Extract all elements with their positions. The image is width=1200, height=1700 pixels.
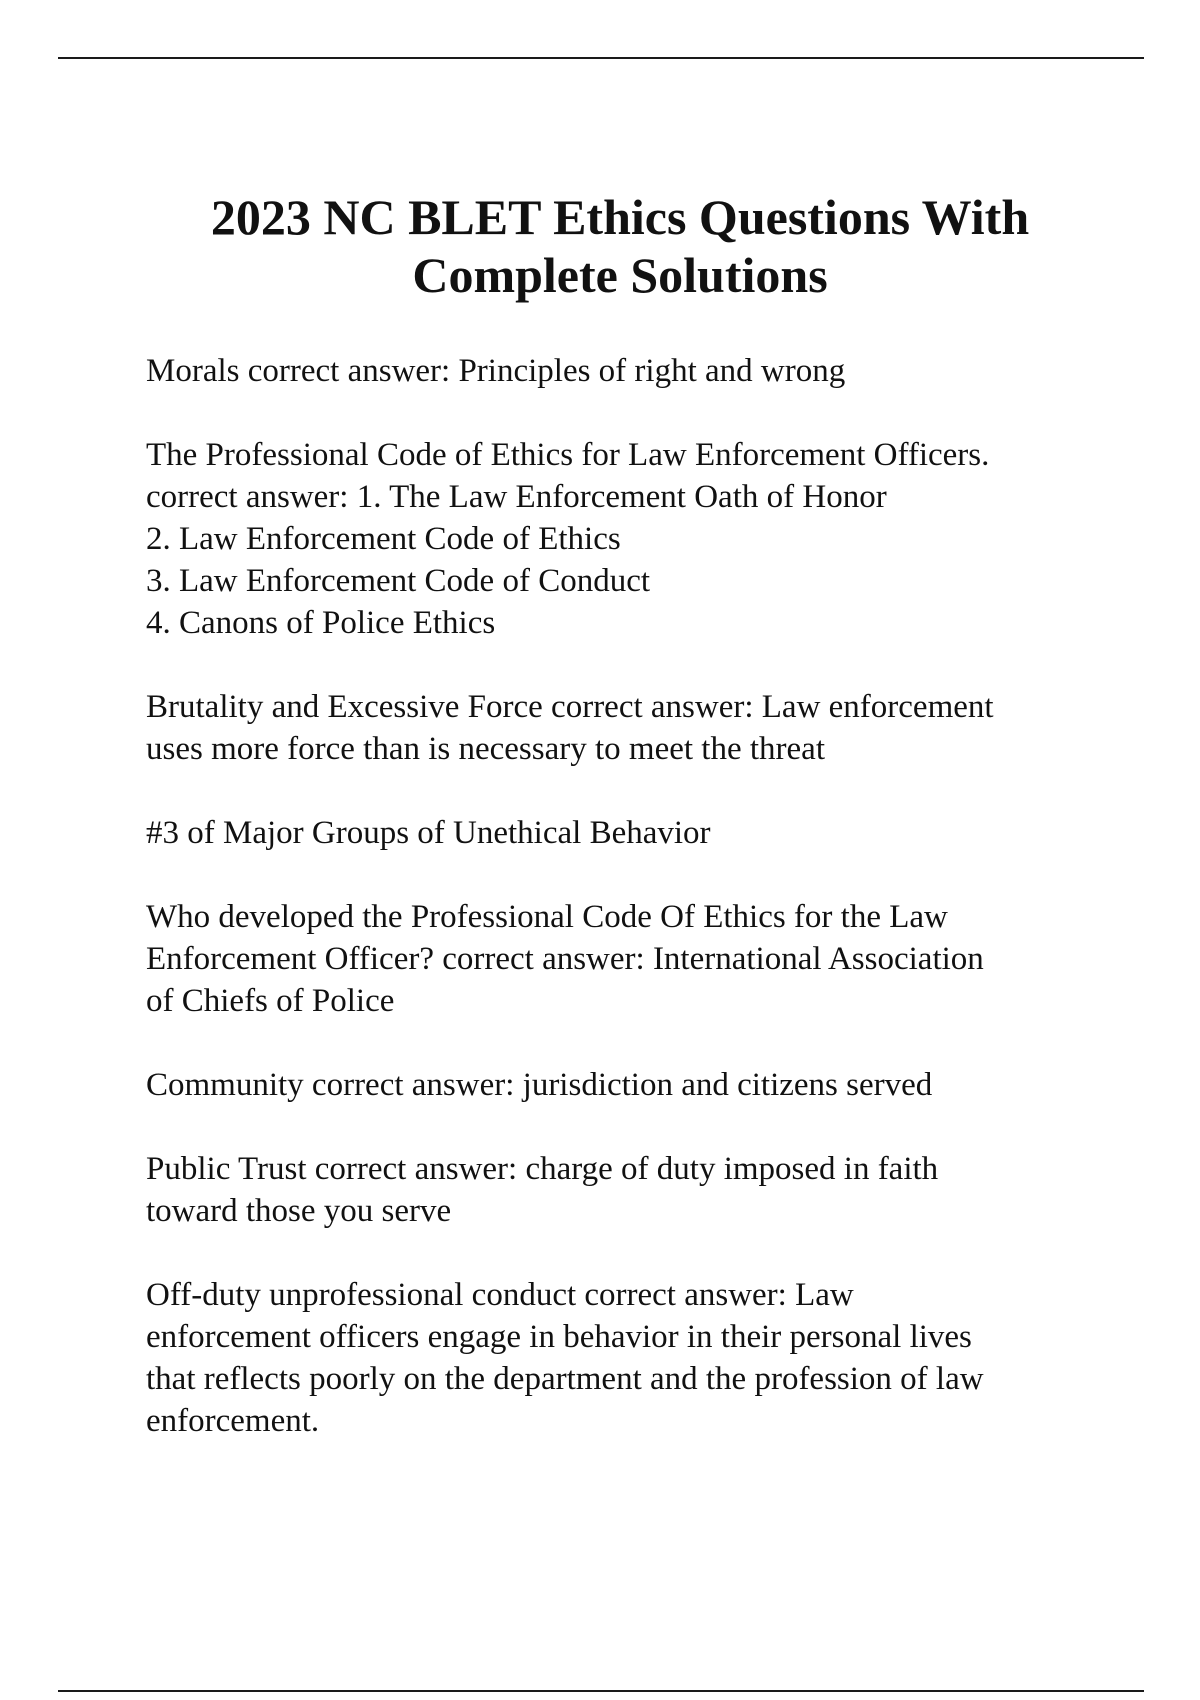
qa-line: enforcement. [146, 1403, 320, 1439]
qa-line: 3. Law Enforcement Code of Conduct [146, 563, 651, 599]
qa-entry-major-groups [146, 812, 1146, 854]
qa-line: uses more force than is necessary to meet the threat [146, 731, 825, 767]
title-line-2: Complete Solutions [412, 247, 828, 303]
qa-line: enforcement officers engage in behavior in their personal lives [146, 1319, 972, 1355]
qa-line: Community correct answer: jurisdiction and citizens served [146, 1067, 933, 1103]
qa-line: Morals correct answer: Principles of right and wrong [146, 353, 846, 389]
qa-line: #3 of Major Groups of Unethical Behavior [146, 815, 711, 851]
qa-entry-community [146, 1064, 1146, 1106]
qa-list [146, 350, 1146, 1484]
qa-line: Who developed the Professional Code Of Ethics for the Law [146, 899, 948, 935]
qa-line: 2. Law Enforcement Code of Ethics [146, 521, 621, 557]
qa-line: The Professional Code of Ethics for Law Enforcement Officers. [146, 437, 990, 473]
qa-line: Enforcement Officer? correct answer: International Association [146, 941, 984, 977]
qa-line: correct answer: 1. The Law Enforcement Oath of Honor [146, 479, 887, 515]
qa-entry-brutality [146, 686, 1146, 770]
qa-line: that reflects poorly on the department and the profession of law [146, 1361, 984, 1397]
qa-line: 4. Canons of Police Ethics [146, 605, 496, 641]
top-divider [58, 57, 1144, 59]
document-title [100, 188, 1140, 304]
title-line-1: 2023 NC BLET Ethics Questions With [210, 189, 1030, 245]
qa-line: Brutality and Excessive Force correct answer: Law enforcement [146, 689, 994, 725]
qa-entry-morals [146, 350, 1146, 392]
qa-line: Off-duty unprofessional conduct correct answer: Law [146, 1277, 854, 1313]
qa-entry-professional-code [146, 434, 1146, 644]
qa-entry-who-developed [146, 896, 1146, 1022]
qa-line: Public Trust correct answer: charge of duty imposed in faith [146, 1151, 939, 1187]
qa-line: toward those you serve [146, 1193, 452, 1229]
qa-entry-off-duty [146, 1274, 1146, 1442]
bottom-divider [58, 1690, 1144, 1692]
qa-line: of Chiefs of Police [146, 983, 395, 1019]
qa-entry-public-trust [146, 1148, 1146, 1232]
